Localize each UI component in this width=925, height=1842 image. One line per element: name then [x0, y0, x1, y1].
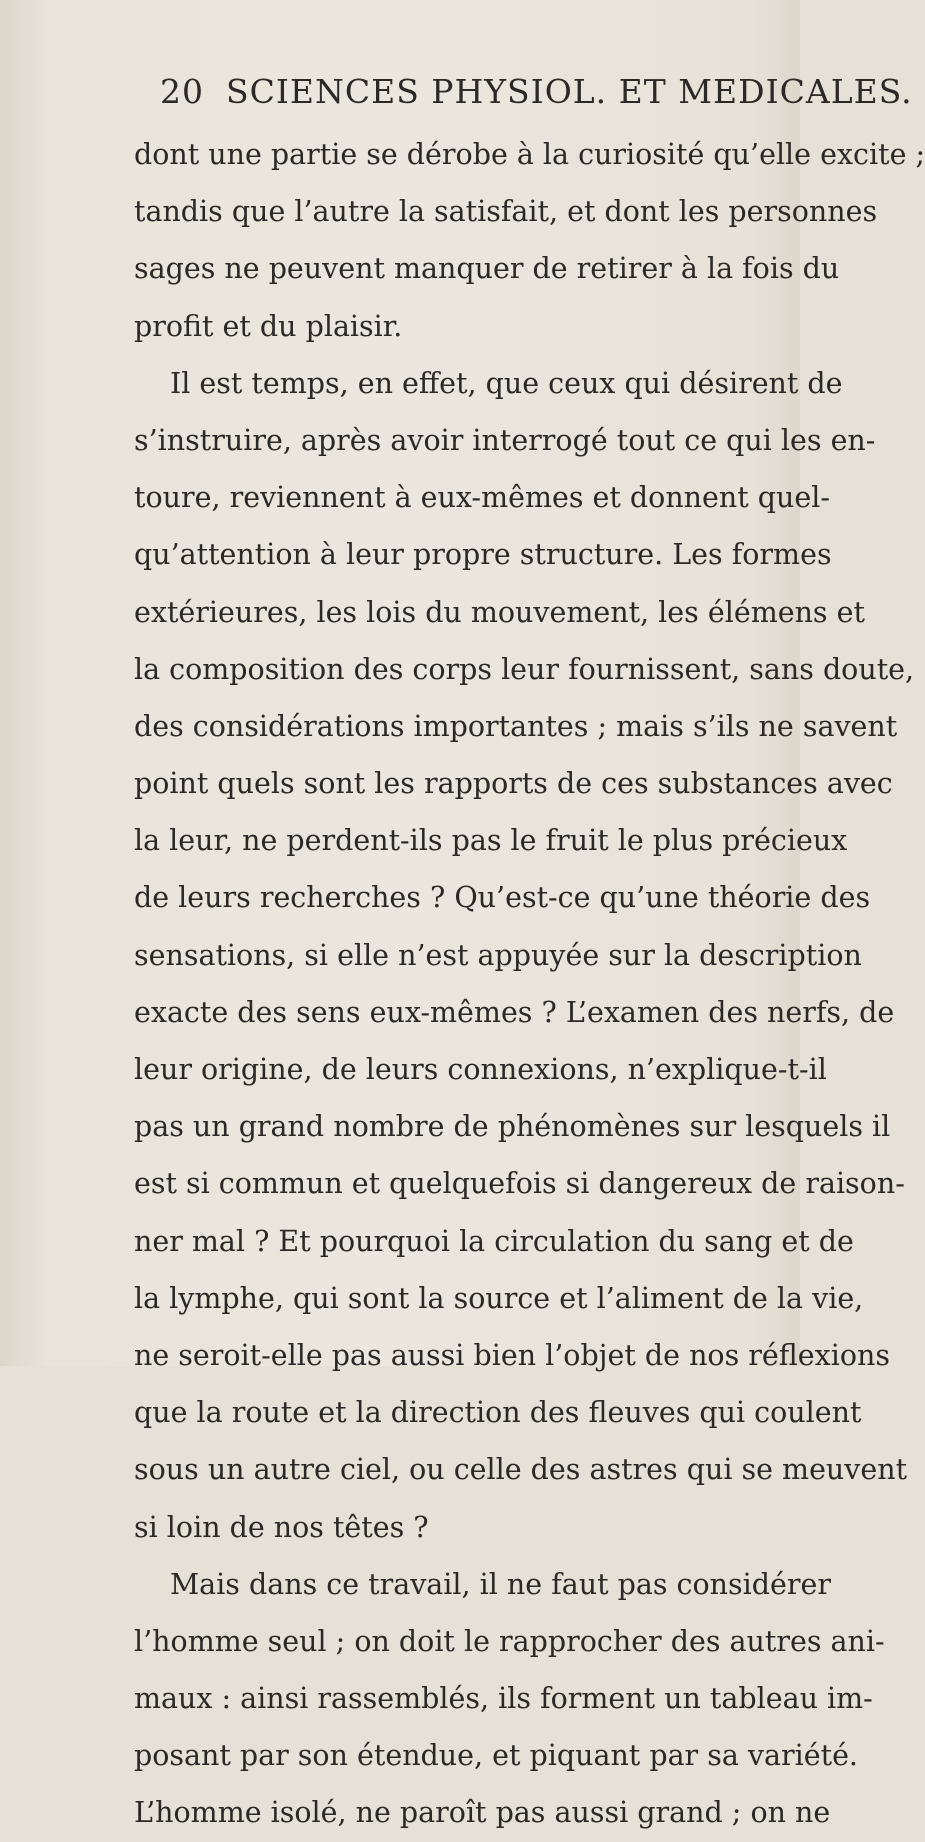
text-line: profit et du plaisir.	[134, 309, 403, 343]
running-title: SCIENCES PHYSIOL. ET MEDICALES.	[226, 72, 913, 111]
body-text	[134, 126, 925, 1842]
text-line: toure, reviennent à eux-mêmes et donnent quel-	[134, 481, 830, 515]
text-line: sensations, si elle n’est appuyée sur la description	[134, 938, 862, 972]
text-line: que la route et la direction des fleuves qui coulent	[134, 1396, 862, 1430]
text-line: sages ne peuvent manquer de retirer à la fois du	[134, 252, 840, 286]
text-line: de leurs recherches ? Qu’est-ce qu’une théorie des	[134, 881, 871, 915]
text-line: Mais dans ce travail, il ne faut pas considérer	[170, 1567, 831, 1601]
text-line: ne seroit-elle pas aussi bien l’objet de nos réflexions	[134, 1338, 890, 1372]
text-line: l’homme seul ; on doit le rapprocher des autres ani-	[134, 1624, 885, 1658]
text-line: maux : ainsi rassemblés, ils forment un tableau im-	[134, 1682, 873, 1716]
text-line: L’homme isolé, ne paroît pas aussi grand ; on ne	[134, 1796, 831, 1830]
text-line: est si commun et quelquefois si dangereux de raison-	[134, 1167, 905, 1201]
text-line: ner mal ? Et pourquoi la circulation du sang et de	[134, 1224, 854, 1258]
text-line: s’instruire, après avoir interrogé tout ce qui les en-	[134, 423, 876, 457]
text-line: la composition des corps leur fournissent, sans doute,	[134, 652, 915, 686]
text-line: des considérations importantes ; mais s’ils ne savent	[134, 709, 898, 743]
text-line: sous un autre ciel, ou celle des astres qui se meuvent	[134, 1453, 908, 1487]
text-line: leur origine, de leurs connexions, n’explique-t-il	[134, 1053, 827, 1086]
text-line: pas un grand nombre de phénomènes sur lesquels il	[134, 1110, 891, 1144]
page-number: 20	[160, 72, 204, 111]
text-line: extérieures, les lois du mouvement, les élémens et	[134, 595, 865, 629]
text-line: qu’attention à leur propre structure. Les formes	[134, 538, 832, 572]
text-line: exacte des sens eux-mêmes ? L’examen des nerfs, de	[134, 995, 895, 1029]
running-header	[160, 72, 913, 111]
text-line: si loin de nos têtes ?	[134, 1510, 429, 1544]
text-line: Il est temps, en effet, que ceux qui désirent de	[170, 366, 843, 400]
text-line: point quels sont les rapports de ces substances avec	[134, 767, 893, 801]
text-line: posant par son étendue, et piquant par sa variété.	[134, 1739, 858, 1773]
text-line: la leur, ne perdent-ils pas le fruit le plus précieux	[134, 824, 848, 858]
text-line: dont une partie se dérobe à la curiosité qu’elle excite ;	[134, 138, 925, 171]
text-line: la lymphe, qui sont la source et l’aliment de la vie,	[134, 1281, 864, 1315]
text-line: tandis que l’autre la satisfait, et dont les personnes	[134, 195, 878, 229]
